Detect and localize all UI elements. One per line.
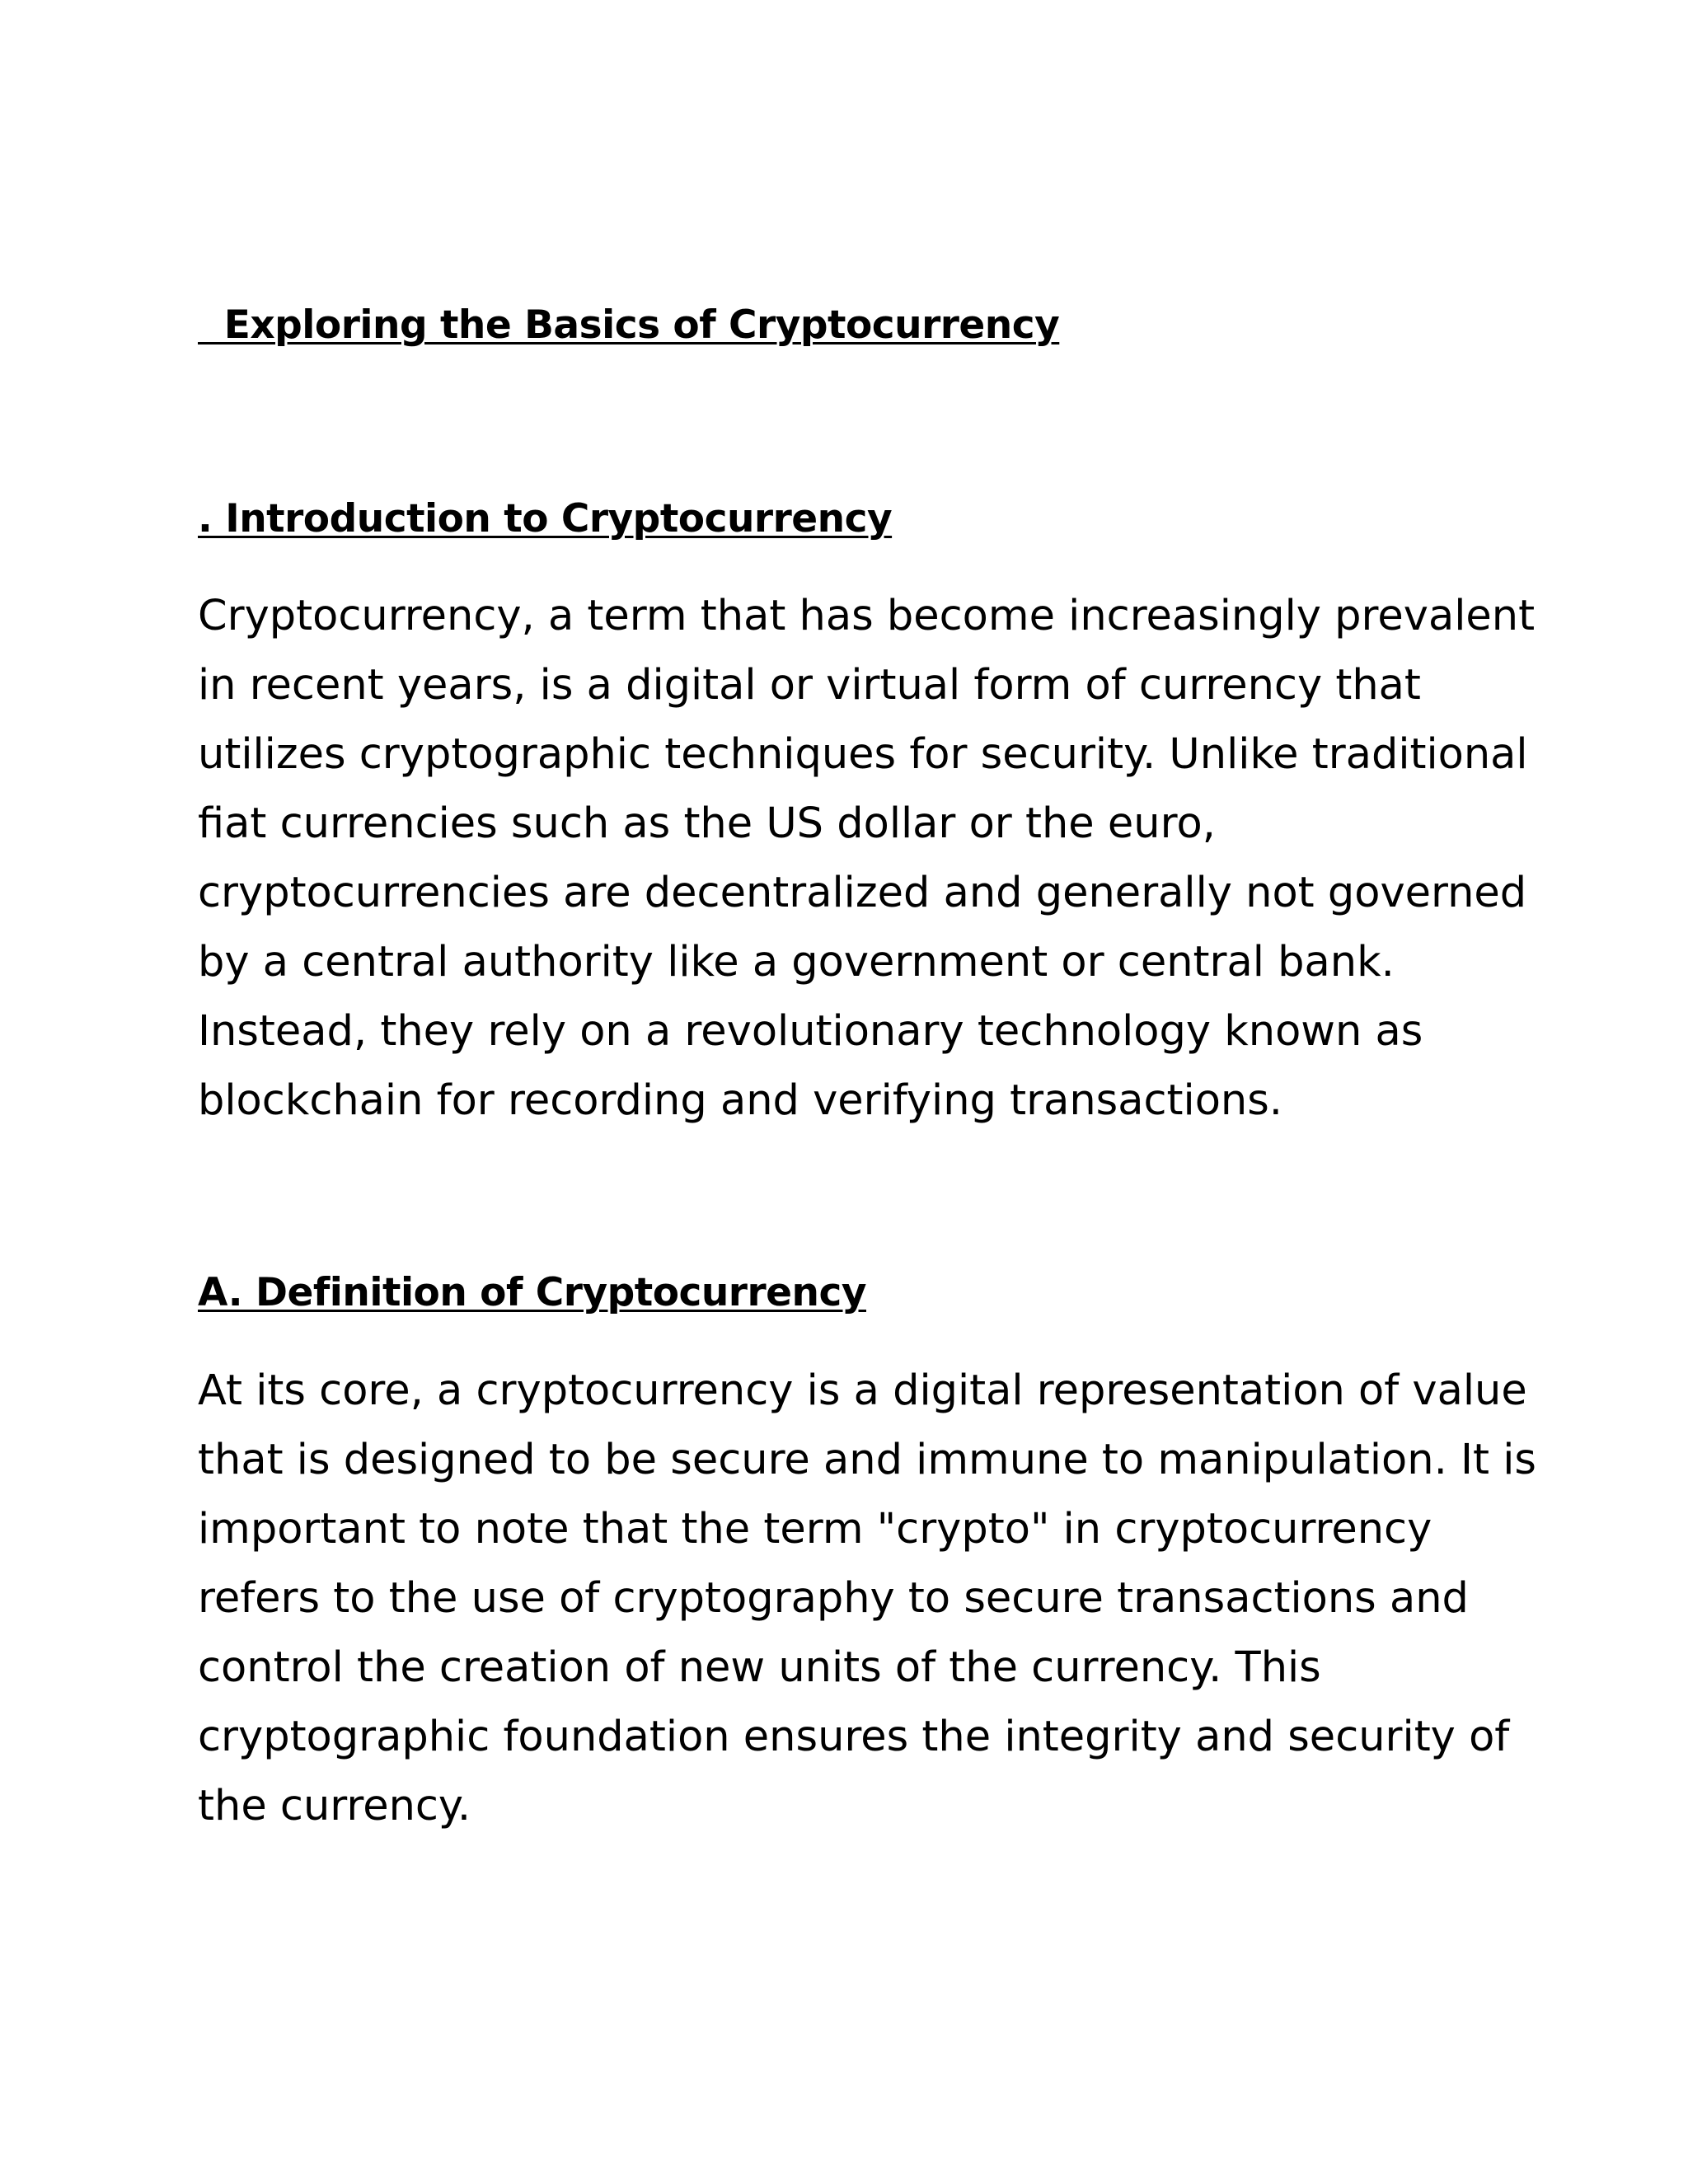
- paragraph-line: that is designed to be secure and immune to manipulation. It is: [198, 1436, 1536, 1484]
- paragraph-line: control the creation of new units of the currency. This: [198, 1643, 1321, 1692]
- paragraph-line: utilizes cryptographic techniques for security. Unlike traditional: [198, 730, 1528, 779]
- section-heading-introduction: . Introduction to Cryptocurrency: [198, 496, 893, 541]
- document-title: Exploring the Basics of Cryptocurrency: [198, 302, 1060, 348]
- paragraph-line: blockchain for recording and verifying transactions.: [198, 1076, 1283, 1125]
- paragraph-line: in recent years, is a digital or virtual form of currency that: [198, 661, 1421, 710]
- introduction-paragraph: [198, 582, 1536, 1136]
- paragraph-line: Instead, they rely on a revolutionary technology known as: [198, 1007, 1423, 1056]
- paragraph-line: the currency.: [198, 1782, 471, 1830]
- paragraph-line: by a central authority like a government or central bank.: [198, 938, 1395, 987]
- paragraph-line: cryptocurrencies are decentralized and generally not governed: [198, 869, 1527, 917]
- paragraph-line: fiat currencies such as the US dollar or the euro,: [198, 799, 1216, 848]
- paragraph-line: important to note that the term "crypto" in cryptocurrency: [198, 1505, 1432, 1554]
- paragraph-line: refers to the use of cryptography to secure transactions and: [198, 1574, 1469, 1623]
- paragraph-line: Cryptocurrency, a term that has become increasingly prevalent: [198, 592, 1536, 640]
- definition-paragraph: [198, 1357, 1536, 1841]
- paragraph-line: At its core, a cryptocurrency is a digital representation of value: [198, 1366, 1527, 1415]
- section-heading-definition: A. Definition of Cryptocurrency: [198, 1270, 866, 1315]
- paragraph-line: cryptographic foundation ensures the integrity and security of: [198, 1713, 1510, 1761]
